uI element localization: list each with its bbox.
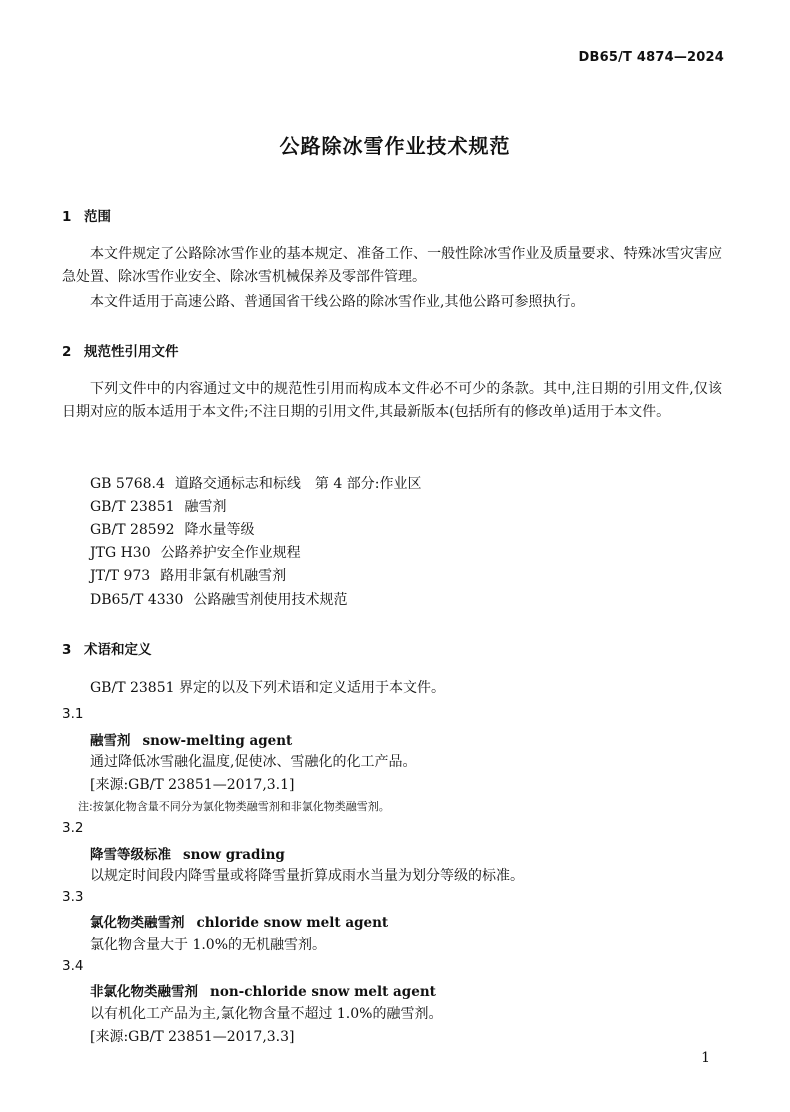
term-heading [90, 843, 285, 863]
page-number: 1 [701, 1050, 710, 1066]
term-en: snow-melting agent [142, 733, 293, 749]
paragraph: 本文件规定了公路除冰雪作业的基本规定、准备工作、一般性除冰雪作业及质量要求、特殊冰雪灾害应急处置、除冰雪作业安全、除冰雪机械保养及零部件管理。 [62, 246, 722, 285]
section-heading-1 [62, 205, 111, 225]
term-en: snow grading [183, 847, 285, 863]
term-number: 3.4 [62, 958, 84, 974]
term-heading [90, 729, 292, 749]
reference-title: 降水量等级 [184, 522, 255, 538]
term-definition: 通过降低冰雪融化温度,促使冰、雪融化的化工产品。 [90, 754, 417, 770]
term-zh: 降雪等级标准 [90, 847, 171, 863]
reference-item [90, 589, 347, 612]
section-title: 范围 [84, 209, 111, 225]
term-en: non-chloride snow melt agent [210, 984, 436, 1000]
term-source: [来源:GB/T 23851—2017,3.1] [90, 777, 295, 793]
reference-item [90, 542, 301, 565]
reference-title: 融雪剂 [184, 499, 227, 515]
paragraph: 本文件适用于高速公路、普通国省干线公路的除冰雪作业,其他公路可参照执行。 [90, 294, 585, 310]
reference-code: GB/T 28592 [90, 522, 175, 538]
term-number: 3.3 [62, 889, 84, 905]
term-number: 3.1 [62, 706, 84, 722]
term-note: 注:按氯化物含量不同分为氯化物类融雪剂和非氯化物类融雪剂。 [78, 800, 390, 813]
term-definition: 以规定时间段内降雪量或将降雪量折算成雨水当量为划分等级的标准。 [90, 868, 524, 884]
document-id: DB65/T 4874—2024 [578, 50, 724, 65]
reference-item [90, 496, 227, 519]
term-en: chloride snow melt agent [196, 915, 389, 931]
term-number: 3.2 [62, 820, 84, 836]
section-number: 2 [62, 344, 72, 360]
reference-title: 道路交通标志和标线 第 4 部分:作业区 [174, 476, 422, 492]
reference-code: GB/T 23851 [90, 499, 175, 515]
term-zh: 非氯化物类融雪剂 [90, 984, 198, 1000]
term-source: [来源:GB/T 23851—2017,3.3] [90, 1029, 295, 1045]
section-number: 1 [62, 209, 72, 225]
reference-item [90, 473, 421, 496]
section-heading-2 [62, 340, 179, 360]
term-zh: 氯化物类融雪剂 [90, 915, 185, 931]
reference-code: JTG H30 [90, 545, 151, 561]
reference-title: 路用非氯有机融雪剂 [160, 568, 287, 584]
term-heading [90, 911, 388, 931]
paragraph: GB/T 23851 界定的以及下列术语和定义适用于本文件。 [90, 680, 445, 696]
section-title: 规范性引用文件 [84, 344, 179, 360]
section-title: 术语和定义 [84, 642, 152, 658]
section-heading-3 [62, 638, 152, 658]
reference-title: 公路融雪剂使用技术规范 [193, 592, 348, 608]
section-number: 3 [62, 642, 72, 658]
reference-code: GB 5768.4 [90, 476, 165, 492]
reference-item [90, 519, 255, 542]
reference-code: JT/T 973 [90, 568, 151, 584]
reference-code: DB65/T 4330 [90, 592, 184, 608]
term-zh: 融雪剂 [90, 733, 131, 749]
term-heading [90, 980, 436, 1000]
paragraph: 下列文件中的内容通过文中的规范性引用而构成本文件必不可少的条款。其中,注日期的引用文件,仅该日期对应的版本适用于本文件;不注日期的引用文件,其最新版本(包括所有的修改单)适用于本文件。 [62, 381, 722, 420]
reference-title: 公路养护安全作业规程 [160, 545, 301, 561]
term-definition: 以有机化工产品为主,氯化物含量不超过 1.0%的融雪剂。 [90, 1006, 443, 1022]
reference-item [90, 565, 286, 588]
page-title: 公路除冰雪作业技术规范 [279, 134, 511, 158]
term-definition: 氯化物含量大于 1.0%的无机融雪剂。 [90, 937, 327, 953]
